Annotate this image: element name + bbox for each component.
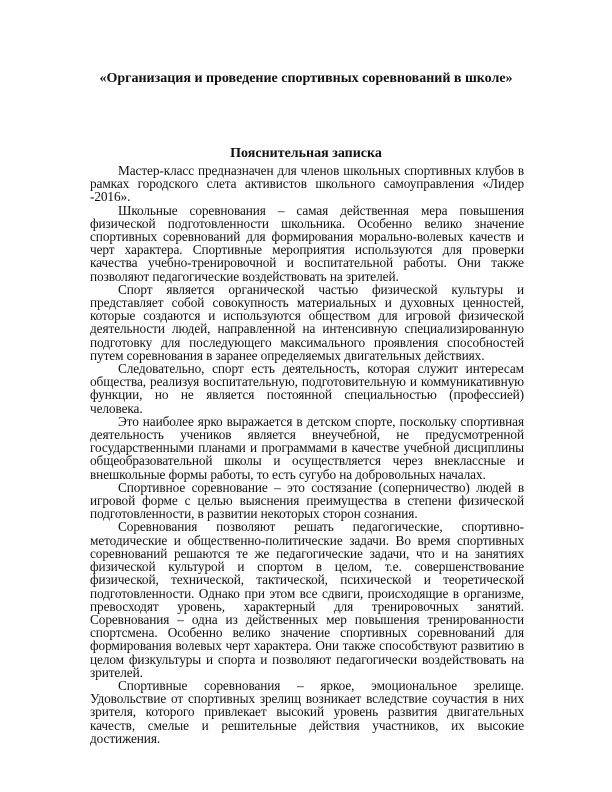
paragraph: Следовательно, спорт есть деятельность, которая служит интересам общества, реализуя воспитательную, подготовительную и коммуникативную функции, но не является постоянной специальностью (профессией) человека.: [90, 361, 524, 416]
paragraph: Спортивное соревнование – это состязание (соперничество) людей в игровой форме с целью выяснения преимущества в степени физической подготовленности, в развитии некоторых сторон сознания.: [90, 479, 524, 522]
paragraph: Мастер-класс предназначен для членов школьных спортивных клубов в рамках городского слета активистов школьного самоуправления «Лидер -2016».: [90, 163, 524, 205]
paragraph: Соревнования позволяют решать педагогические, спортивно-методические и общественно-политические задачи. Во время спортивных соревнований решаются те же педагогические задачи, что и на занятиях физической культурой и спортом в целом, т.е. совершенствование физической, технической, тактической, психической и теоретической подготовленности. Однако при этом все сдвиги, происходящие в организме, превосходят уровень, характерный для тренировочных занятий. Соревнования – одна из действенных мер повышения тренированности спортсмена. Особенно велико значение спортивных соревнований для формирования волевых черт характера. Они также способствуют развитию в целом физкультуры и спорта и позволяют педагогически воздействовать на зрителей.: [90, 519, 524, 680]
paragraph: Спортивные соревнования – яркое, эмоциональное зрелище. Удовольствие от спортивных зрелищ возникает вследствие соучастия в них зрителя, которого привлекает высокий уровень развития двигательных качеств, смелые и решительные действия участников, их высокие достижения.: [90, 677, 524, 746]
paragraph: Спорт является органической частью физической культуры и представляет собой совокупность материальных и духовных ценностей, которые создаются и используются обществом для игровой физической деятельности людей, направленной на интенсивную специализированную подготовку для последующего максимального проявления способностей путем соревнования в заранее определяемых двигательных действиях.: [90, 281, 524, 363]
document-body: [90, 164, 524, 745]
paragraph: Школьные соревнования – самая действенная мера повышения физической подготовленности школьника. Особенно велико значение спортивных соревнований для формирования морально-волевых качеств и черт характера. Спортивные мероприятия используются для проверки качества учебно-тренировочной и воспитательной работы. Они также позволяют педагогические воздействовать на зрителей.: [90, 202, 524, 284]
paragraph: Это наиболее ярко выражается в детском спорте, поскольку спортивная деятельность учеников является внеучебной, не предусмотренной государственными планами и программами в качестве учебной дисциплины общеобразовательной школы и осуществляется через внеклассные и внешкольные формы работы, то есть сугубо на добровольных началах.: [90, 413, 524, 482]
document-title: «Организация и проведение спортивных соревнований в школе»: [99, 71, 513, 86]
document-subtitle: Пояснительная записка: [230, 146, 382, 161]
